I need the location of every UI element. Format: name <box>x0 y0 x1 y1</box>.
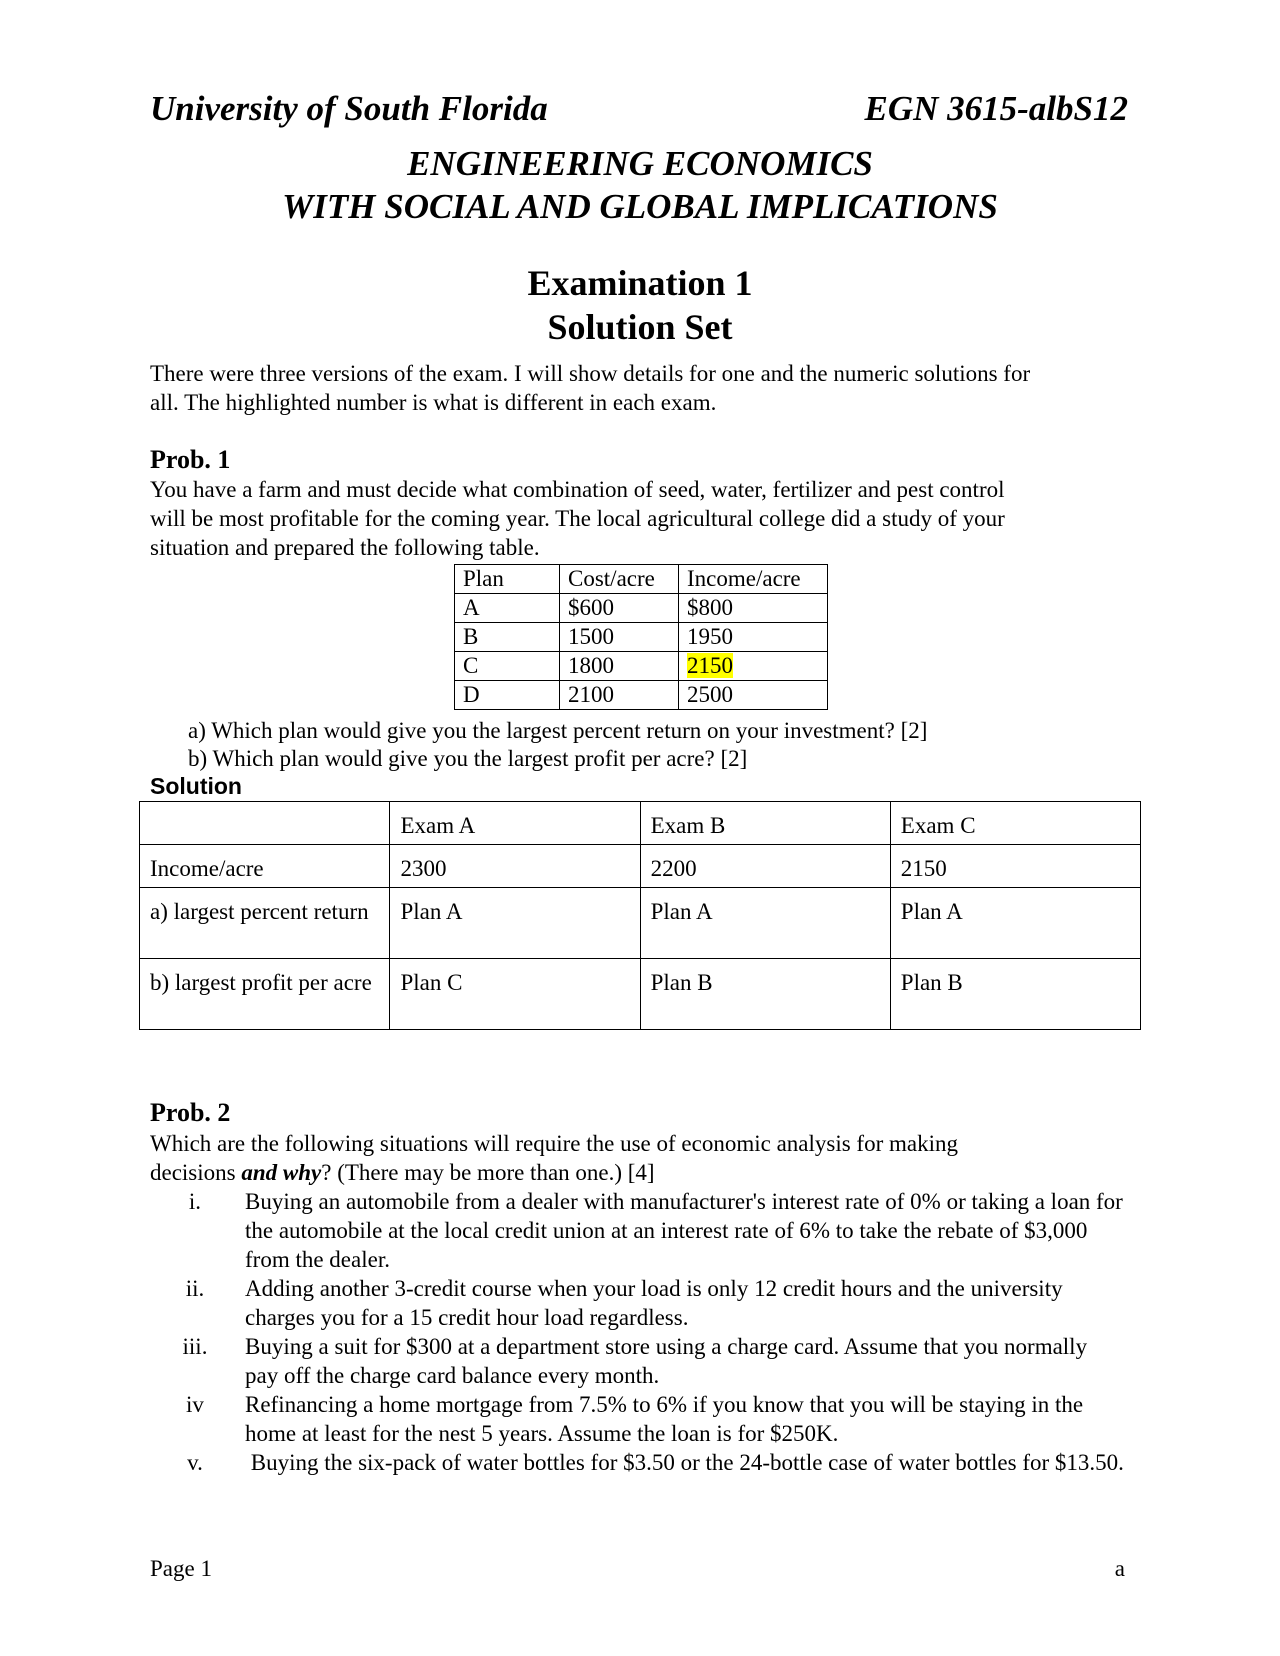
table-header: Plan <box>455 565 560 594</box>
prob1-line1: You have a farm and must decide what combination of seed, water, fertilizer and pest control <box>150 477 1005 502</box>
list-item-number: i. <box>188 1189 202 1214</box>
table-row <box>455 681 828 710</box>
exam-title: Examination 1 <box>527 263 753 303</box>
table-cell <box>679 652 828 681</box>
highlighted-value: 2150 <box>687 653 733 678</box>
page-number: Page 1 <box>150 1556 212 1581</box>
table-cell: 1950 <box>679 623 828 652</box>
table-row <box>140 959 1141 1030</box>
prob2-line2 <box>150 1158 655 1187</box>
table-header: Exam B <box>640 802 890 845</box>
exam-version: a <box>1114 1556 1125 1581</box>
prob1-question-a: a) Which plan would give you the largest percent return on your investment? [2] <box>188 718 928 743</box>
table-row <box>140 888 1141 959</box>
intro-line2: all. The highlighted number is what is different in each exam. <box>150 390 717 415</box>
table-cell: 1800 <box>560 652 679 681</box>
prob1-question-b: b) Which plan would give you the largest profit per acre? [2] <box>188 746 748 771</box>
table-cell: 2100 <box>560 681 679 710</box>
list-item: Buying an automobile from a dealer with manufacturer's interest rate of 0% or taking a loan for the automobile at the local credit union at an interest rate of 6% to take the rebate of $3,000 from the dealer. <box>245 1189 1123 1272</box>
list-item: Refinancing a home mortgage from 7.5% to 6% if you know that you will be staying in the home at least for the nest 5 years. Assume the loan is for $250K. <box>245 1392 1084 1446</box>
table-cell: $600 <box>560 594 679 623</box>
list-item: Buying the six-pack of water bottles for $3.50 or the 24-bottle case of water bottles for $13.50. <box>245 1450 1124 1475</box>
table-row <box>455 652 828 681</box>
table-cell: Plan A <box>890 888 1140 959</box>
list-item-number: iii. <box>182 1334 208 1359</box>
table-cell: $800 <box>679 594 828 623</box>
table-row <box>455 623 828 652</box>
table-cell: 2300 <box>390 845 640 888</box>
list-item: Buying a suit for $300 at a department store using a charge card. Assume that you normally pay off the charge card balance every month. <box>245 1334 1088 1388</box>
table-cell: b) largest profit per acre <box>140 959 390 1030</box>
table-cell: Plan A <box>640 888 890 959</box>
course-title-line1: ENGINEERING ECONOMICS <box>407 144 873 183</box>
table-cell: A <box>455 594 560 623</box>
prob1-line2: will be most profitable for the coming year. The local agricultural college did a study of your <box>150 506 1005 531</box>
exam-subtitle: Solution Set <box>547 307 733 347</box>
prob2-line2-emphasis: and why <box>241 1160 322 1185</box>
table-cell: Plan B <box>640 959 890 1030</box>
prob1-heading: Prob. 1 <box>150 445 231 474</box>
table-header: Income/acre <box>679 565 828 594</box>
list-item-number: ii. <box>185 1276 205 1301</box>
table-row <box>140 845 1141 888</box>
intro-line1: There were three versions of the exam. I will show details for one and the numeric solutions for <box>150 361 1031 386</box>
list-item-number: iv <box>186 1392 204 1417</box>
prob1-line3: situation and prepared the following table. <box>150 535 540 560</box>
prob2-heading: Prob. 2 <box>150 1098 231 1127</box>
solution-heading: Solution <box>150 773 242 799</box>
table-cell: 2500 <box>679 681 828 710</box>
table-cell: 2200 <box>640 845 890 888</box>
prob2-line2-pre: decisions <box>150 1160 242 1185</box>
table-cell: Plan A <box>390 888 640 959</box>
table-header: Exam A <box>390 802 640 845</box>
table-cell: Plan C <box>390 959 640 1030</box>
table-header: Cost/acre <box>560 565 679 594</box>
table-cell: Plan B <box>890 959 1140 1030</box>
plans-table <box>454 564 828 710</box>
table-row <box>140 802 1141 845</box>
university-name: University of South Florida <box>150 89 548 128</box>
table-header: Exam C <box>890 802 1140 845</box>
table-row <box>455 594 828 623</box>
table-cell: C <box>455 652 560 681</box>
table-cell: 2150 <box>890 845 1140 888</box>
solution-table <box>139 801 1141 1030</box>
table-cell: 1500 <box>560 623 679 652</box>
course-title-line2: WITH SOCIAL AND GLOBAL IMPLICATIONS <box>282 187 998 226</box>
list-item-number: v. <box>187 1450 203 1475</box>
table-header <box>140 802 390 845</box>
table-cell: B <box>455 623 560 652</box>
course-code: EGN 3615-albS12 <box>864 89 1128 128</box>
table-cell: Income/acre <box>140 845 390 888</box>
table-cell: D <box>455 681 560 710</box>
list-item: Adding another 3-credit course when your load is only 12 credit hours and the university charges you for a 15 credit hour load regardless. <box>245 1276 1063 1330</box>
table-cell: a) largest percent return <box>140 888 390 959</box>
table-row <box>455 565 828 594</box>
prob2-line2-post: ? (There may be more than one.) [4] <box>321 1160 655 1185</box>
prob2-line1: Which are the following situations will require the use of economic analysis for making <box>150 1131 958 1156</box>
